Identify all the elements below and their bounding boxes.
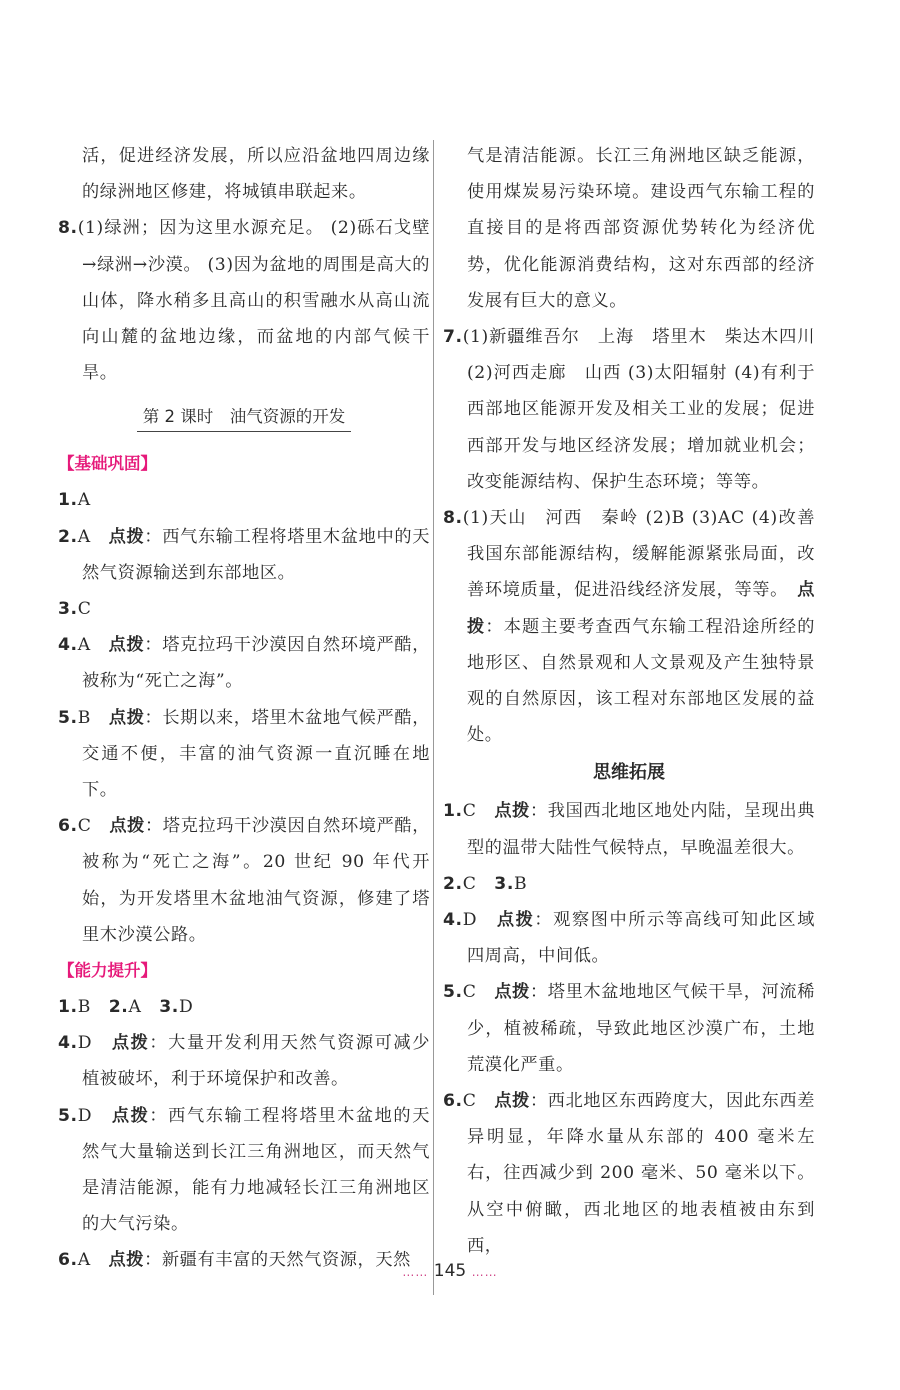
answer-basic-5: 5.B 点拨：长期以来，塔里木盆地气候严酷，交通不便，丰富的油气资源一直沉睡在地下。	[58, 707, 430, 801]
answer-ability-6: 6.A 点拨：新疆有丰富的天然气资源，天然	[58, 1250, 411, 1271]
section-title-thinking: 思维拓展	[593, 762, 665, 784]
answer-thinking-6: 6.C 点拨：西北地区东西跨度大，因此东西差异明显，年降水量从东部的 400 毫米左右，往西减少到 200 毫米、50 毫米以下。从空中俯瞰，西北地区的地表植被由东到西，	[443, 1091, 816, 1256]
page-dots-right: ……	[471, 1265, 498, 1279]
answer-thinking-2-3: 2.C 3.B	[443, 873, 528, 894]
answer-7: 7.(1)新疆维吾尔 上海 塔里木 柴达木四川 (2)河西走廊 山西 (3)太阳辐射 (4)有利于西部地区能源开发及相关工业的发展；促进西部开发与地区经济发展；增加就业机会；改变能源结构、保护生态环境；等等。	[443, 327, 815, 492]
answer-ability-5: 5.D 点拨：西气东输工程将塔里木盆地的天然气大量输送到长江三角洲地区，而天然气是清洁能源，能有力地减轻长江三角洲地区的大气污染。	[58, 1105, 430, 1235]
answer-basic-3: 3.C	[58, 599, 92, 620]
answer-thinking-4: 4.D 点拨：观察图中所示等高线可知此区域四周高，中间低。	[443, 910, 815, 967]
page-dots-left: ……	[402, 1265, 429, 1279]
page-number-value: 145	[433, 1261, 467, 1281]
answer-ability-4: 4.D 点拨：大量开发利用天然气资源可减少植被破坏，利于环境保护和改善。	[58, 1033, 430, 1090]
answer-basic-2: 2.A 点拨：西气东输工程将塔里木盆地中的天然气资源输送到东部地区。	[58, 526, 431, 583]
answer-basic-6: 6.C 点拨：塔克拉玛干沙漠因自然环境严酷，被称为“死亡之海”。20 世纪 90 年代开始，为开发塔里木盆地油气资源，修建了塔里木沙漠公路。	[58, 816, 431, 945]
column-divider	[433, 140, 434, 1295]
answer-thinking-5: 5.C 点拨：塔里木盆地地区气候干旱，河流稀少，植被稀疏，导致此地区沙漠广布，土地荒漠化严重。	[443, 982, 816, 1075]
continued-answer: 活，促进经济发展，所以应沿盆地四周边缘的绿洲地区修建，将城镇串联起来。	[82, 146, 430, 203]
page-number	[0, 1261, 900, 1281]
answer-ability-1-3: 1.B 2.A 3.D	[58, 997, 194, 1018]
answer-8: 8.(1)绿洲；因为这里水源充足。 (2)砾石戈壁→绿洲→沙漠。 (3)因为盆地的周围是高大的山体，降水稍多且高山的积雪融水从高山流向山麓的盆地边缘，而盆地的内部气候干旱。	[58, 218, 430, 384]
answer-basic-1: 1.A	[58, 490, 91, 511]
left-column	[58, 138, 430, 1279]
continued-answer-right: 气是清洁能源。长江三角洲地区缺乏能源，使用煤炭易污染环境。建设西气东输工程的直接目的是将西部资源优势转化为经济优势，优化能源消费结构，这对东西部的经济发展有巨大的意义。	[467, 146, 815, 311]
answer-basic-4: 4.A 点拨：塔克拉玛干沙漠因自然环境严酷，被称为“死亡之海”。	[58, 635, 431, 692]
right-column	[443, 138, 815, 1264]
answer-thinking-1: 1.C 点拨：我国西北地区地处内陆，呈现出典型的温带大陆性气候特点，早晚温差很大。	[443, 801, 816, 858]
section-tag-ability: 【能力提升】	[58, 961, 157, 981]
answer-8-right: 8.(1)天山 河西 秦岭 (2)B (3)AC (4)改善我国东部能源结构，缓解能源紧张局面，改善环境质量，促进沿线经济发展，等等。 点拨：本题主要考查西气东输工程沿途所经的地形区、自然景观和人文景观及产生独特景观的自然原因，该工程对东部地区发展的益处。	[443, 508, 816, 746]
lesson-title: 第 2 课时 油气资源的开发	[58, 405, 430, 432]
section-tag-basic: 【基础巩固】	[58, 454, 157, 474]
